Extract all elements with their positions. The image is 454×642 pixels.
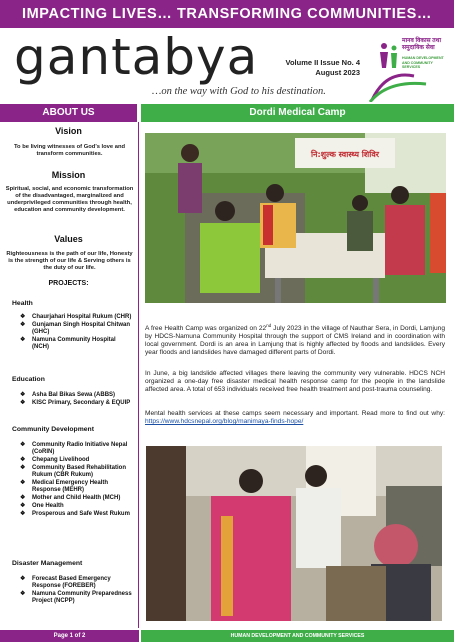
org-name-devanagari: मानव विकास तथा समुदायिक सेवा xyxy=(402,38,442,51)
list-item: ❖ Medical Emergency Health Response (MEHR) xyxy=(20,480,134,494)
list-item: ❖ Asha Bal Bikas Sewa (ABBS) xyxy=(20,392,134,399)
paragraph-1-text-a: A free Health Camp was organized on 22 xyxy=(145,325,267,333)
tagline: …on the way with God to his destination. xyxy=(152,86,326,97)
camp-banner-sign: नि:शुल्क स्वास्थ्य शिविर xyxy=(310,150,380,159)
values-text: Righteousness is the path of our life, Honesty is the strength of our life & Serving others is the duty of our life. xyxy=(6,251,133,271)
mission-title: Mission xyxy=(51,170,86,180)
list-item: ❖ Namuna Community Hospital (NCH) xyxy=(20,337,134,351)
article-paragraph-2: In June, a big landslide affected villages there leaving the community very vulnerable. HDCS NCH organized a one-day free disaster medical health response camp for the people in the landslide affected area. A total of 653 individuals received free health treatment and post-trauma counseling. xyxy=(145,370,445,393)
community-development-list xyxy=(20,442,134,519)
list-item: ❖ Namuna Community Preparedness Project (NCPP) xyxy=(20,591,134,605)
top-banner: IMPACTING LIVES… TRANSFORMING COMMUNITIES… xyxy=(0,0,454,28)
sidebar xyxy=(0,122,139,628)
paragraph-1-superscript: nd xyxy=(266,323,272,328)
list-item: ❖ Community Based Rehabilitation Rukum (CBR Rukum) xyxy=(20,465,134,479)
list-item: ❖ Community Radio Initiative Nepal (CoRIN) xyxy=(20,442,134,456)
page-number: Page 1 of 2 xyxy=(0,630,139,642)
hdcs-logo xyxy=(366,30,450,102)
read-more-link[interactable]: https://www.hdcsnepal.org/blog/manimaya-finds-hope/ xyxy=(145,417,304,425)
paragraph-3-text: Mental health services at these camps seem necessary and important. Read more to find out why: xyxy=(145,410,445,417)
section-health: Health xyxy=(12,300,33,307)
mission-text: Spiritual, social, and economic transformation of the disadvantaged, marginalized and underprivileged communities through health, education and community development. xyxy=(5,186,134,213)
list-item: ❖ Gunjaman Singh Hospital Chitwan (GHC) xyxy=(20,322,134,336)
article-heading: Dordi Medical Camp xyxy=(141,104,454,122)
article-paragraph-1 xyxy=(145,322,445,357)
volume-label: Volume II Issue No. 4 xyxy=(285,58,360,67)
date-label: August 2023 xyxy=(315,68,360,77)
footer-org-name: HUMAN DEVELOPMENT AND COMMUNITY SERVICES xyxy=(141,630,454,642)
section-disaster-management: Disaster Management xyxy=(12,560,83,567)
list-item: ❖ Prosperous and Safe West Rukum xyxy=(20,511,134,518)
about-us-heading: ABOUT US xyxy=(0,104,137,122)
vision-text: To be living witnesses of God's love and transform communities. xyxy=(13,144,126,157)
article-paragraph-3 xyxy=(145,410,445,426)
list-item: ❖ Chaurjahari Hospital Rukum (CHR) xyxy=(20,314,134,321)
list-item: ❖ One Health xyxy=(20,503,134,510)
list-item: ❖ Chepang Livelihood xyxy=(20,457,134,464)
paragraph-1-text-b: July 2023 in the village of Nauthar Sera, in Dordi, Lamjung by HDCS-Namuna Community Hospital through the support of CMS Ireland and in coordination with local government. Dordi is an area in Lamjung that is highly affected by floods and landslides. Every year floods and landslides have damaged different parts of Dordi. xyxy=(145,325,445,356)
vision-title: Vision xyxy=(55,126,82,136)
section-education: Education xyxy=(12,376,45,383)
org-name-english: HUMAN DEVELOPMENT AND COMMUNITY SERVICES xyxy=(402,56,444,69)
health-list xyxy=(20,314,134,352)
values-title: Values xyxy=(54,234,83,244)
projects-title: PROJECTS: xyxy=(48,280,89,287)
list-item: ❖ KISC Primary, Secondary & EQUIP xyxy=(20,400,134,407)
medical-camp-photo xyxy=(145,133,446,303)
list-item: ❖ Mother and Child Health (MCH) xyxy=(20,495,134,502)
consultation-photo xyxy=(146,446,442,621)
newsletter-logo: gantabya xyxy=(14,28,259,86)
section-community-development: Community Development xyxy=(12,426,94,433)
disaster-management-list xyxy=(20,576,134,606)
list-item: ❖ Forecast Based Emergency Response (FOREBER) xyxy=(20,576,134,590)
issue-info xyxy=(280,58,360,78)
education-list xyxy=(20,392,134,408)
masthead xyxy=(0,28,454,102)
